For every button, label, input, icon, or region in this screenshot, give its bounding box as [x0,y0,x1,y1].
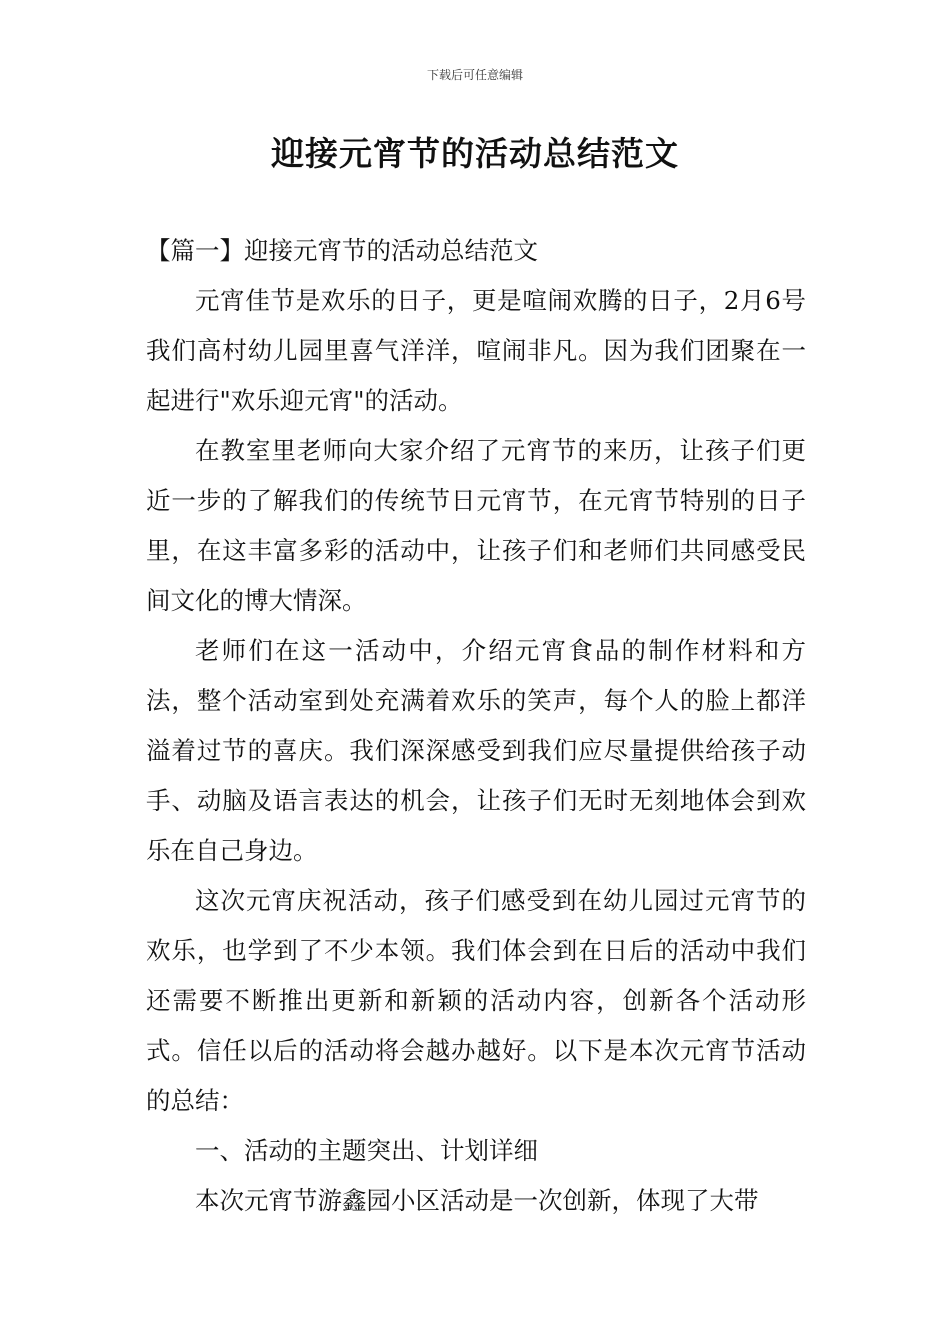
paragraph-5: 本次元宵节游鑫园小区活动是一次创新，体现了大带 [195,1186,759,1215]
page-title: 迎接元宵节的活动总结范文 [271,134,679,173]
paragraph-2: 在教室里老师向大家介绍了元宵节的来历，让孩子们更近一步的了解我们的传统节日元宵节，在元宵节特别的日子里，在这丰富多彩的活动中，让孩子们和老师们共同感受民间文化的博大情深。 [146,436,806,615]
subheading-1: 一、活动的主题突出、计划详细 [195,1136,538,1165]
header-note: 下载后可任意编辑 [426,68,523,82]
paragraph-1: 元宵佳节是欢乐的日子，更是喧闹欢腾的日子，2月6号我们高村幼儿园里喜气洋洋，喧闹非凡。因为我们团聚在一起进行"欢乐迎元宵"的活动。 [146,286,806,415]
section-heading: 【篇一】迎接元宵节的活动总结范文 [146,236,538,265]
document-body [146,226,806,1226]
paragraph-3: 老师们在这一活动中，介绍元宵食品的制作材料和方法，整个活动室到处充满着欢乐的笑声，每个人的脸上都洋溢着过节的喜庆。我们深深感受到我们应尽量提供给孩子动手、动脑及语言表达的机会，让孩子们无时无刻地体会到欢乐在自己身边。 [146,636,806,865]
paragraph-4: 这次元宵庆祝活动，孩子们感受到在幼儿园过元宵节的欢乐，也学到了不少本领。我们体会到在日后的活动中我们还需要不断推出更新和新颖的活动内容，创新各个活动形式。信任以后的活动将会越办越好。以下是本次元宵节活动的总结： [146,886,806,1115]
